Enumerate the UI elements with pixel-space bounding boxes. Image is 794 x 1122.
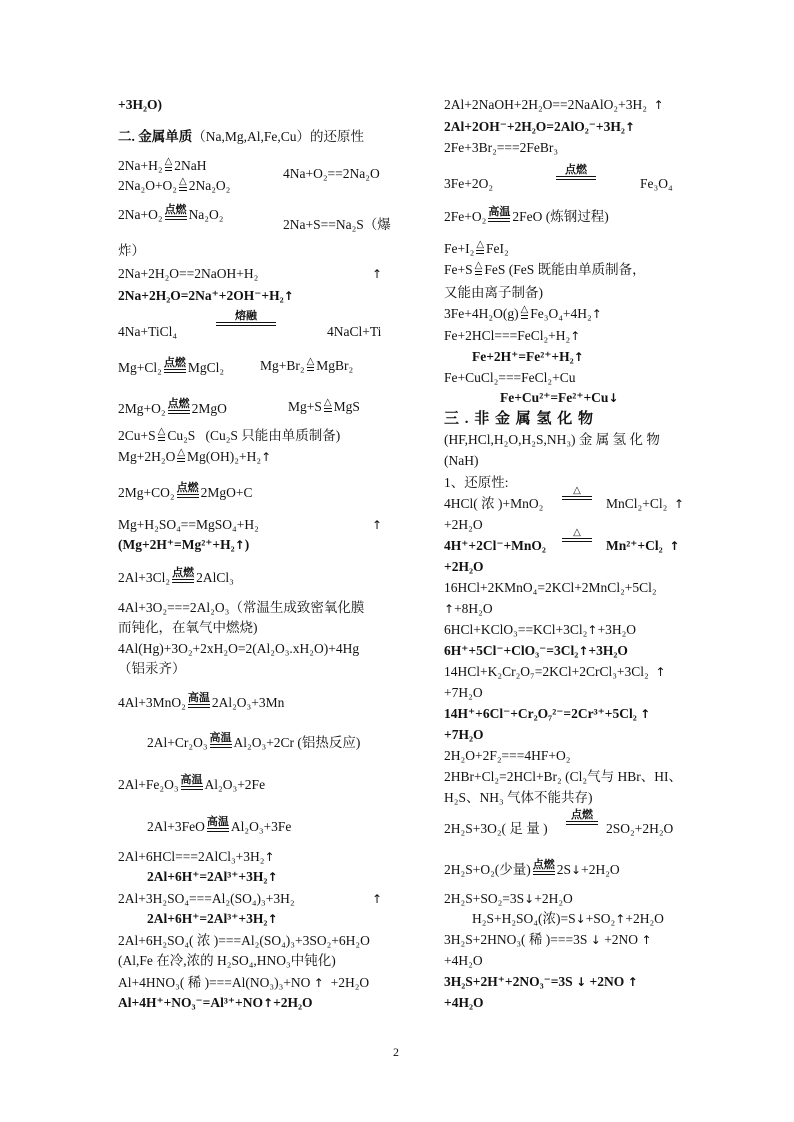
equation: 4Al(Hg)+3O₂+2xH₂O=2(Al₂O₃.xH₂O)+4Hg <box>118 641 360 656</box>
condition-label: 点燃 <box>565 163 587 176</box>
equation <box>118 974 369 992</box>
ignite-condition <box>531 859 557 879</box>
reactants: Mg+S <box>288 399 322 414</box>
products: 2Na₂O₂ <box>188 178 231 193</box>
text-line: (HF,HCl,H₂O,H₂S,NH₃) 金 属 氢 化 物 <box>444 432 660 447</box>
high-temp-condition <box>186 692 212 712</box>
page-number: 2 <box>393 1045 399 1059</box>
products: 2MgO+C <box>200 485 253 500</box>
up-arrow-icon: ↑ <box>655 665 666 679</box>
equation <box>118 204 223 224</box>
equation: 2Na+2H₂O==2NaOH+H₂ <box>118 266 259 281</box>
equation <box>444 931 652 949</box>
equation: Fe₃O₄ <box>640 176 673 191</box>
equation: 炸） <box>118 243 145 258</box>
heat-icon: △ <box>323 397 332 408</box>
equation: 3Fe+2O₂ <box>444 176 494 191</box>
equation <box>118 427 340 445</box>
up-arrow-icon: ↑ <box>372 892 383 906</box>
reactants: 2Na+H₂ <box>118 158 163 173</box>
subheading: 1、还原性: <box>444 475 509 490</box>
equation: Fe+CuCl₂===FeCl₂+Cu <box>444 370 576 385</box>
reactants: Fe+I₂ <box>444 241 475 256</box>
equation <box>147 732 360 752</box>
up-arrow-icon: ↑ <box>444 602 455 616</box>
down-arrow-icon: ↓ <box>571 863 582 877</box>
up-arrow-icon: ↑ <box>261 450 272 464</box>
equation <box>118 567 234 587</box>
equation: 2H₂O+2F₂===4HF+O₂ <box>444 748 571 763</box>
ionic-equation <box>444 118 635 136</box>
equation: Mg+H₂SO₄==MgSO₄+H₂ <box>118 517 259 532</box>
products: Cu₂S <box>167 428 196 443</box>
eq-text: +2H₂O <box>534 891 573 906</box>
down-arrow-icon: ↓ <box>524 892 535 906</box>
condition-label: 点燃 <box>571 808 593 821</box>
up-arrow-icon: ↑ <box>570 329 581 343</box>
products: Al₂O₃+3Fe <box>230 819 292 834</box>
equation: 2Al+3H₂SO₄===Al₂(SO₄)₃+3H₂ <box>118 891 295 906</box>
up-arrow-icon: ↑ <box>615 912 626 926</box>
reactants: 2Na₂O+O₂ <box>118 178 178 193</box>
products: 2MgO <box>191 401 227 416</box>
ionic-text: 2Al+6H⁺=2Al³⁺+3H₂ <box>147 869 268 884</box>
heat-icon: △ <box>179 176 187 187</box>
equation <box>472 910 664 928</box>
up-arrow-icon: ↑ <box>624 120 635 134</box>
note: (Cu₂S 只能由单质制备) <box>205 428 341 443</box>
ionic-text: (Mg+2H⁺=Mg²⁺+H₂ <box>118 537 235 552</box>
ionic-equation: +7H₂O <box>444 727 484 742</box>
reactants: Mg+Cl₂ <box>118 360 162 375</box>
up-arrow-icon: ↑ <box>264 850 275 864</box>
equation: 2H₂S+3O₂( 足 量 ) <box>444 821 548 836</box>
equation: 2SO₂+2H₂O <box>606 821 674 836</box>
eq-text: Al+4HNO₃( 稀 )===Al(NO₃)₃+NO <box>118 975 311 990</box>
eq-text: H₂S+H₂SO₄(浓)=S <box>472 911 576 926</box>
heat-icon: △ <box>573 527 581 538</box>
ionic-equation: (Mg+2H⁺=Mg²⁺+H₂↑) <box>118 537 250 552</box>
note: H₂S、NH₃ 气体不能共存) <box>444 790 593 805</box>
section-heading <box>118 128 364 146</box>
eq-text: 2H₂S+SO₂=3S <box>444 891 525 906</box>
condition-label: 高温 <box>187 691 210 704</box>
ionic-equation <box>606 537 679 555</box>
equation: 4HCl( 浓 )+MnO₂ <box>444 496 544 511</box>
condition-label: 高温 <box>209 731 232 744</box>
up-arrow-icon: ↑ <box>234 538 245 552</box>
heat-condition <box>560 486 594 504</box>
ionic-equation <box>444 705 650 723</box>
up-arrow-icon: ↑ <box>372 518 383 532</box>
reactants: 2Fe+O₂ <box>444 209 487 224</box>
reactants: Mg+2H₂O <box>118 449 176 464</box>
heat-condition <box>474 240 486 258</box>
equation <box>606 495 684 513</box>
up-arrow-icon: ↑ <box>669 539 680 553</box>
condition-label: 点燃 <box>167 397 190 410</box>
heat-icon: △ <box>476 239 485 250</box>
equation <box>444 621 636 639</box>
up-arrow-icon: ↑ <box>578 644 589 658</box>
eq-text: Fe+2HCl===FeCl₂+H₂ <box>444 328 571 343</box>
heading-rest: （Na,Mg,Al,Fe,Cu）的还原性 <box>192 129 364 144</box>
ionic-text: Mn²⁺+Cl₂ <box>606 538 663 553</box>
up-arrow-icon: ↑ <box>640 707 651 721</box>
equation <box>118 692 284 712</box>
heat-icon: △ <box>157 426 166 437</box>
eq-text: +2H₂O <box>625 911 664 926</box>
eq-text: 6HCl+KClO₃==KCl+3Cl₂ <box>444 622 588 637</box>
eq-text: 14HCl+K₂Cr₂O₇=2KCl+2CrCl₃+3Cl₂ <box>444 664 649 679</box>
eq-text: MnCl₂+Cl₂ <box>606 496 668 511</box>
products: FeI₂ <box>486 241 509 256</box>
products: MgCl₂ <box>187 360 225 375</box>
products: MgS <box>333 399 360 414</box>
ionic-equation <box>472 348 584 366</box>
equation: +4H₂O <box>444 953 483 968</box>
reactants: 2Al+3FeO <box>147 819 205 834</box>
heat-icon: △ <box>306 356 315 367</box>
ionic-text: 6H⁺+5Cl⁻+ClO₃⁻=3Cl₂ <box>444 643 579 658</box>
text-line: (NaH) <box>444 453 479 468</box>
up-arrow-icon: ↑ <box>674 497 685 511</box>
equation: 2Al+6H₂SO₄( 浓 )===Al₂(SO₄)₃+3SO₂+6H₂O <box>118 933 370 948</box>
heat-icon: △ <box>177 447 186 458</box>
high-temp-condition <box>486 206 512 226</box>
equation: 2Na+S==Na₂S（爆 <box>283 217 391 232</box>
equation <box>444 327 580 345</box>
ionic-text: Fe+2H⁺=Fe²⁺+H₂ <box>472 349 574 364</box>
condition-label: 点燃 <box>172 566 195 579</box>
ionic-text: 14H⁺+6Cl⁻+Cr₂O₇²⁻=2Cr³⁺+5Cl₂ <box>444 706 637 721</box>
reactants: Mg+Br₂ <box>260 358 305 373</box>
equation <box>118 448 271 466</box>
heat-condition <box>519 305 531 323</box>
text-line: +3H₂O) <box>118 97 162 112</box>
heat-condition <box>322 398 334 416</box>
condition-label: 熔融 <box>235 309 257 322</box>
equation <box>118 157 207 175</box>
reactants: 2Mg+CO₂ <box>118 485 175 500</box>
equation <box>118 177 230 195</box>
down-arrow-icon: ↓ <box>590 933 601 947</box>
ignite-condition <box>564 809 600 829</box>
eq-text: +3H₂O <box>597 622 637 637</box>
equation <box>444 663 666 681</box>
condition-label: 高温 <box>206 815 229 828</box>
products: Al₂O₃+2Cr (铝热反应) <box>233 735 361 750</box>
high-temp-condition <box>208 732 234 752</box>
products: Al₂O₃+2Fe <box>204 777 266 792</box>
reactants: 2Al+Cr₂O₃ <box>147 735 208 750</box>
reactants: 2Al+Fe₂O₃ <box>118 777 179 792</box>
heat-condition <box>305 357 317 375</box>
heat-condition <box>163 157 175 175</box>
ionic-equation: +2H₂O <box>444 559 484 574</box>
ignite-condition <box>166 398 192 418</box>
eq-text: 2Al+2NaOH+2H₂O==2NaAlO₂+3H₂ <box>444 97 647 112</box>
ionic-equation <box>500 389 618 407</box>
ionic-text: Fe+Cu²⁺=Fe²⁺+Cu <box>500 390 609 405</box>
equation: 4Na+O₂==2Na₂O <box>283 166 380 181</box>
condition-label: 点燃 <box>176 481 199 494</box>
equation <box>147 816 291 836</box>
eq-text: +2NO <box>604 932 639 947</box>
products: Mg(OH)₂+H₂ <box>187 449 262 464</box>
condition-label: 点燃 <box>164 203 187 216</box>
products: 2FeO (炼钢过程) <box>512 209 609 224</box>
equation <box>260 357 353 375</box>
heat-icon: △ <box>474 260 483 271</box>
products: 2NaH <box>174 158 207 173</box>
equation <box>444 240 509 258</box>
equation: +2H₂O <box>444 517 483 532</box>
condition-label: 高温 <box>488 205 511 218</box>
equation <box>118 398 227 418</box>
reactants: 2H₂S+O₂(少量) <box>444 862 531 877</box>
equation <box>288 398 360 416</box>
down-arrow-icon: ↓ <box>608 391 619 405</box>
up-arrow-icon: ↑ <box>573 350 584 364</box>
ionic-equation <box>118 287 294 305</box>
up-arrow-icon: ↑ <box>627 975 638 989</box>
equation <box>444 305 602 323</box>
heat-condition <box>175 448 187 466</box>
equation: 16HCl+2KMnO₄=2KCl+2MnCl₂+5Cl₂ <box>444 580 657 595</box>
eq-text: 3H₂S+2HNO₃( 稀 )===3S <box>444 932 588 947</box>
heat-condition <box>473 261 485 279</box>
up-arrow-icon: ↑ <box>313 976 324 990</box>
note: 而钝化，在氧气中燃烧) <box>118 620 258 635</box>
reactants: 2Mg+O₂ <box>118 401 166 416</box>
reactants: 2Al+3Cl₂ <box>118 570 171 585</box>
ionic-equation: 4H⁺+2Cl⁻+MnO₂ <box>444 538 546 553</box>
note: （铝汞齐） <box>118 661 186 676</box>
note: (Al,Fe 在冷,浓的 H₂SO₄,HNO₃中钝化) <box>118 953 336 968</box>
ionic-equation <box>444 973 638 991</box>
high-temp-condition <box>179 774 205 794</box>
equation <box>444 859 620 879</box>
equation <box>444 206 609 226</box>
products: 2S <box>556 862 572 877</box>
ignite-condition <box>554 164 598 184</box>
note: 又能由离子制备) <box>444 285 543 300</box>
equation <box>444 890 573 908</box>
products: MgBr₂ <box>316 358 354 373</box>
up-arrow-icon: ↑ <box>263 996 274 1010</box>
up-arrow-icon: ↑ <box>591 307 602 321</box>
ionic-equation <box>147 868 278 886</box>
equation <box>444 600 493 618</box>
condition-label: 高温 <box>180 773 203 786</box>
ionic-text: +3H₂O <box>588 643 628 658</box>
equation <box>444 261 646 279</box>
up-arrow-icon: ↑ <box>641 933 652 947</box>
down-arrow-icon: ↓ <box>575 912 586 926</box>
ignite-condition <box>163 204 189 224</box>
ignite-condition <box>170 567 196 587</box>
products: FeS (FeS 既能由单质制备， <box>484 262 646 277</box>
ionic-text: 2Al+6H⁺=2Al³⁺+3H₂ <box>147 911 268 926</box>
equation <box>444 96 664 114</box>
up-arrow-icon: ↑ <box>587 623 598 637</box>
equation <box>118 357 224 377</box>
heat-condition <box>560 528 594 546</box>
reactants: Fe+S <box>444 262 473 277</box>
equation <box>118 774 265 794</box>
heat-condition <box>177 177 189 195</box>
equation: 4NaCl+Ti <box>327 324 382 339</box>
ignite-condition <box>162 357 188 377</box>
ionic-equation <box>147 910 278 928</box>
reactants: 2Cu+S <box>118 428 156 443</box>
section-heading: 三 . 非 金 属 氢 化 物 <box>444 411 595 427</box>
equation <box>118 482 252 502</box>
ionic-text: +2H₂O <box>273 995 313 1010</box>
products: 2Al₂O₃+3Mn <box>211 695 285 710</box>
equation: 2Fe+3Br₂===2FeBr₃ <box>444 140 559 155</box>
ionic-equation: +4H₂O <box>444 995 484 1010</box>
condition-label: 点燃 <box>163 356 186 369</box>
equation: +7H₂O <box>444 685 483 700</box>
ionic-equation <box>444 642 628 660</box>
heat-icon: △ <box>573 485 581 496</box>
ionic-text: +2NO <box>589 974 625 989</box>
high-temp-condition <box>205 816 231 836</box>
condition-label: 点燃 <box>532 858 555 871</box>
heat-condition <box>156 427 168 445</box>
equation: 4Na+TiCl₄ <box>118 324 178 339</box>
eq-text: 2Al+6HCl===2AlCl₃+3H₂ <box>118 849 265 864</box>
reactants: 3Fe+4H₂O(g) <box>444 306 519 321</box>
ionic-text: Al+4H⁺+NO₃⁻=Al³⁺+NO <box>118 995 263 1010</box>
ionic-text: 3H₂S+2H⁺+2NO₃⁻=3S <box>444 974 573 989</box>
melt-condition <box>214 310 278 330</box>
products: +2H₂O <box>581 862 620 877</box>
eq-text: +8H₂O <box>454 601 493 616</box>
equation: 4Al+3O₂===2Al₂O₃（常温生成致密氧化膜 <box>118 600 365 615</box>
eq-text: +2H₂O <box>330 975 370 990</box>
equation: 2HBr+Cl₂=2HCl+Br₂ (Cl₂气与 HBr、HI、 <box>444 769 682 784</box>
ionic-text: 2Na+2H₂O=2Na⁺+2OH⁻+H₂ <box>118 288 284 303</box>
up-arrow-icon: ↑ <box>372 267 383 281</box>
reactants: 4Al+3MnO₂ <box>118 695 186 710</box>
up-arrow-icon: ↑ <box>267 870 278 884</box>
down-arrow-icon: ↓ <box>576 975 587 989</box>
heat-icon: △ <box>164 156 173 167</box>
ionic-equation <box>118 994 313 1012</box>
products: Fe₃O₄+4H₂ <box>530 306 592 321</box>
up-arrow-icon: ↑ <box>283 289 294 303</box>
up-arrow-icon: ↑ <box>653 98 664 112</box>
heat-icon: △ <box>520 304 529 315</box>
equation <box>118 848 275 866</box>
eq-text: +SO₂ <box>585 911 616 926</box>
products: 2AlCl₃ <box>196 570 234 585</box>
products: Na₂O₂ <box>188 207 224 222</box>
ignite-condition <box>175 482 201 502</box>
ionic-text: 2Al+2OH⁻+2H₂O=2AlO₂⁻+3H₂ <box>444 119 625 134</box>
up-arrow-icon: ↑ <box>267 912 278 926</box>
reactants: 2Na+O₂ <box>118 207 163 222</box>
heading-bold: 二. 金属单质 <box>118 129 193 144</box>
